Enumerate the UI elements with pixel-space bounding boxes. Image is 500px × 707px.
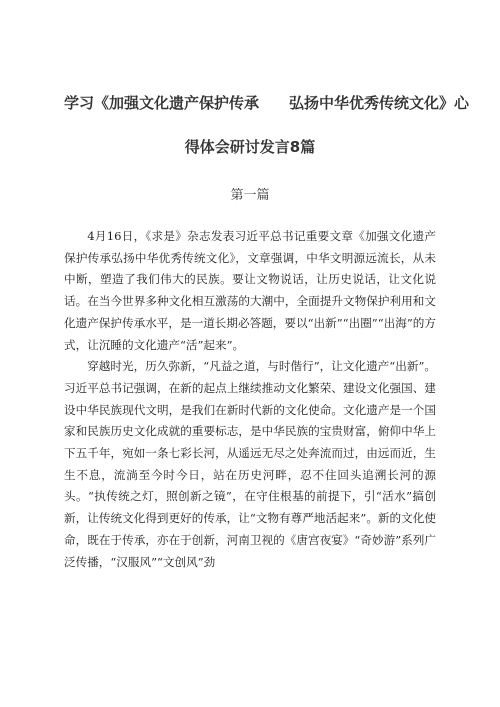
document-title-part-1: 学习《加强文化遗产保护传承 [64, 94, 260, 112]
section-heading: 第一篇 [230, 188, 270, 203]
body-text [64, 226, 436, 573]
document-title-line-2: 得体会研讨发言8篇 [184, 138, 316, 156]
paragraph-1: 4月16日，《求是》杂志发表习近平总书记重要文章《加强文化遗产保护传承弘扬中华优秀传统文化》，文章强调，中华文明源远流长，从未中断，塑造了我们伟大的民族。要让文物说话，让历史说话，让文化说话。在当今世界多种文化相互激荡的大潮中，全面提升文物保护利用和文化遗产保护传承水平，是一道长期必答题，要以“出新”“出圈”“出海”的方式，让沉睡的文化遗产“活”起来”。 [64, 229, 436, 352]
paragraph-2: 穿越时光，历久弥新，“凡益之道，与时偕行”，让文化遗产“出新”。习近平总书记强调，在新的起点上继续推动文化繁荣、建设文化强国、建设中华民族现代文明，是我们在新时代新的文化使命。文化遗产是一个国家和民族历史文化成就的重要标志，是中华民族的宝贵财富，俯仰中华上下五千年，宛如一条七彩长河，从遥远无尽之处奔流而过，由远而近，生生不息，流淌至今时今日，站在历史河畔，忍不住回头追溯长河的源头。“执传统之灯，照创新之镜”，在守住根基的前提下，引“活水”搞创新，让传统文化得到更好的传承，让“文物有尊严地活起来”。新的文化使命，既在于传承，亦在于创新，河南卫视的《唐宫夜宴》“奇妙游”系列广泛传播，“汉服风”“文创风”劲 [64, 359, 436, 569]
document-title-part-2: 弘扬中华优秀传统文化》心 [289, 94, 470, 112]
document-title-line-1 [64, 92, 470, 113]
